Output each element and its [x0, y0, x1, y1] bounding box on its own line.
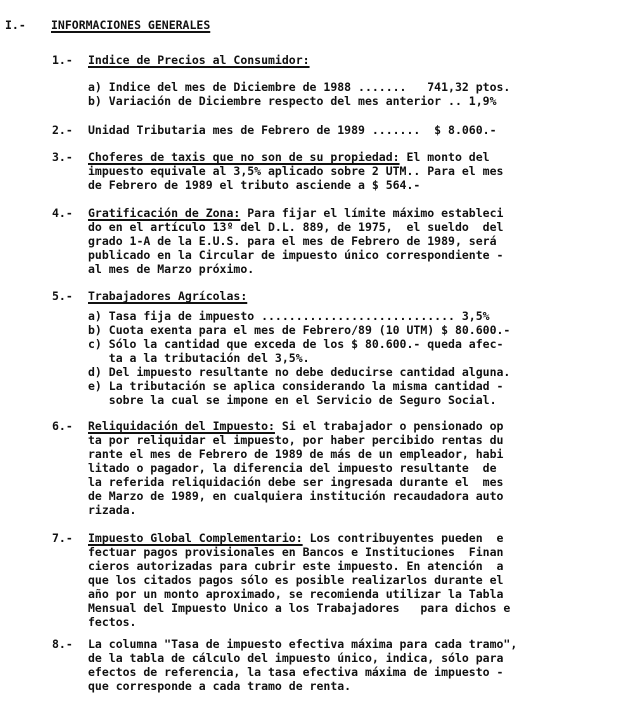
item-number: 1.- — [52, 53, 73, 67]
section-title: INFORMACIONES GENERALES — [51, 18, 211, 32]
item-line: litado o pagador, la diferencia del impuesto resultante de — [88, 461, 497, 475]
item-number: 8.- — [52, 637, 73, 651]
item-line: do en el artículo 13º del D.L. 889, de 1975, el sueldo del — [88, 220, 504, 234]
item-number: 7.- — [52, 531, 73, 545]
item-heading-rest: El monto del — [399, 150, 490, 164]
item-line: fectuar pagos provisionales en Bancos e Instituciones Finan — [88, 545, 504, 559]
item-line: cieros autorizadas para cubrir este impuesto. En atención a — [88, 559, 504, 573]
item-line: b) Variación de Diciembre respecto del mes anterior .. 1,9% — [88, 94, 497, 108]
item-line: a) Tasa fija de impuesto ............................ 3,5% — [88, 309, 490, 323]
item-heading-rest: Los contribuyentes pueden e — [302, 531, 504, 545]
item-heading-rest: Si el trabajador o pensionado op — [274, 419, 504, 433]
item-line: rizada. — [88, 503, 137, 517]
item-line: al mes de Marzo próximo. — [88, 262, 255, 276]
item-line: año por un monto aproximado, se recomienda utilizar la Tabla — [88, 587, 504, 601]
item-line: la referida reliquidación debe ser ingresada durante el mes — [88, 475, 504, 489]
item-heading: Reliquidación del Impuesto: — [88, 419, 275, 433]
item-line: a) Indice del mes de Diciembre de 1988 ....... 741,32 ptos. — [88, 80, 511, 94]
item-line: c) Sólo la cantidad que exceda de los $ 80.600.- queda afec- — [88, 337, 504, 351]
item-line: de Marzo de 1989, en cualquiera institución recaudadora auto — [88, 489, 504, 503]
item-line: publicado en la Circular de impuesto único correspondiente - — [88, 248, 504, 262]
item-line: de la tabla de cálculo del impuesto único, indica, sólo para — [88, 651, 504, 665]
item-line: sobre la cual se impone en el Servicio de Seguro Social. — [88, 393, 497, 407]
item-heading: Choferes de taxis que no son de su propiedad: — [88, 150, 400, 164]
item-number: 5.- — [52, 289, 73, 303]
item-line: Unidad Tributaria mes de Febrero de 1989 ....... $ 8.060.- — [88, 123, 497, 137]
item-heading-rest: Para fijar el límite máximo estableci — [240, 206, 504, 220]
item-heading: Gratificación de Zona: — [88, 206, 241, 220]
item-line — [88, 420, 503, 433]
item-line: rante el mes de Febrero de 1989 de más de un empleador, habi — [88, 447, 504, 461]
item-line: que corresponde a cada tramo de renta. — [88, 679, 352, 693]
item-heading: Impuesto Global Complementario: — [88, 531, 303, 545]
item-line: d) Del impuesto resultante no debe deducirse cantidad alguna. — [88, 365, 511, 379]
item-line: Mensual del Impuesto Unico a los Trabajadores para dichos e — [88, 601, 511, 615]
item-line: fectos. — [88, 615, 137, 629]
item-number: 4.- — [52, 206, 73, 220]
item-line — [88, 207, 503, 220]
item-number: 3.- — [52, 150, 73, 164]
item-line: ta por reliquidar el impuesto, por haber percibido rentas du — [88, 433, 504, 447]
item-line: e) La tributación se aplica considerando la misma cantidad - — [88, 379, 504, 393]
item-line: grado 1-A de la E.U.S. para el mes de Febrero de 1989, será — [88, 234, 497, 248]
item-line: ta a la tributación del 3,5%. — [88, 351, 310, 365]
item-line — [88, 151, 490, 164]
item-number: 6.- — [52, 419, 73, 433]
item-heading: Indice de Precios al Consumidor: — [88, 53, 310, 67]
section-number: I.- — [5, 18, 26, 32]
item-line: de Febrero de 1989 el tributo asciende a $ 564.- — [88, 178, 421, 192]
item-line: efectos de referencia, la tasa efectiva máxima de impuesto - — [88, 665, 504, 679]
item-number: 2.- — [52, 123, 73, 137]
item-line: impuesto equivale al 3,5% aplicado sobre 2 UTM.. Para el mes — [88, 164, 504, 178]
item-line: b) Cuota exenta para el mes de Febrero/89 (10 UTM) $ 80.600.- — [88, 323, 511, 337]
item-line: La columna "Tasa de impuesto efectiva máxima para cada tramo", — [88, 637, 518, 651]
item-line: que los citados pagos sólo es posible realizarlos durante el — [88, 573, 504, 587]
item-heading: Trabajadores Agrícolas: — [88, 289, 248, 303]
item-line — [88, 532, 503, 545]
